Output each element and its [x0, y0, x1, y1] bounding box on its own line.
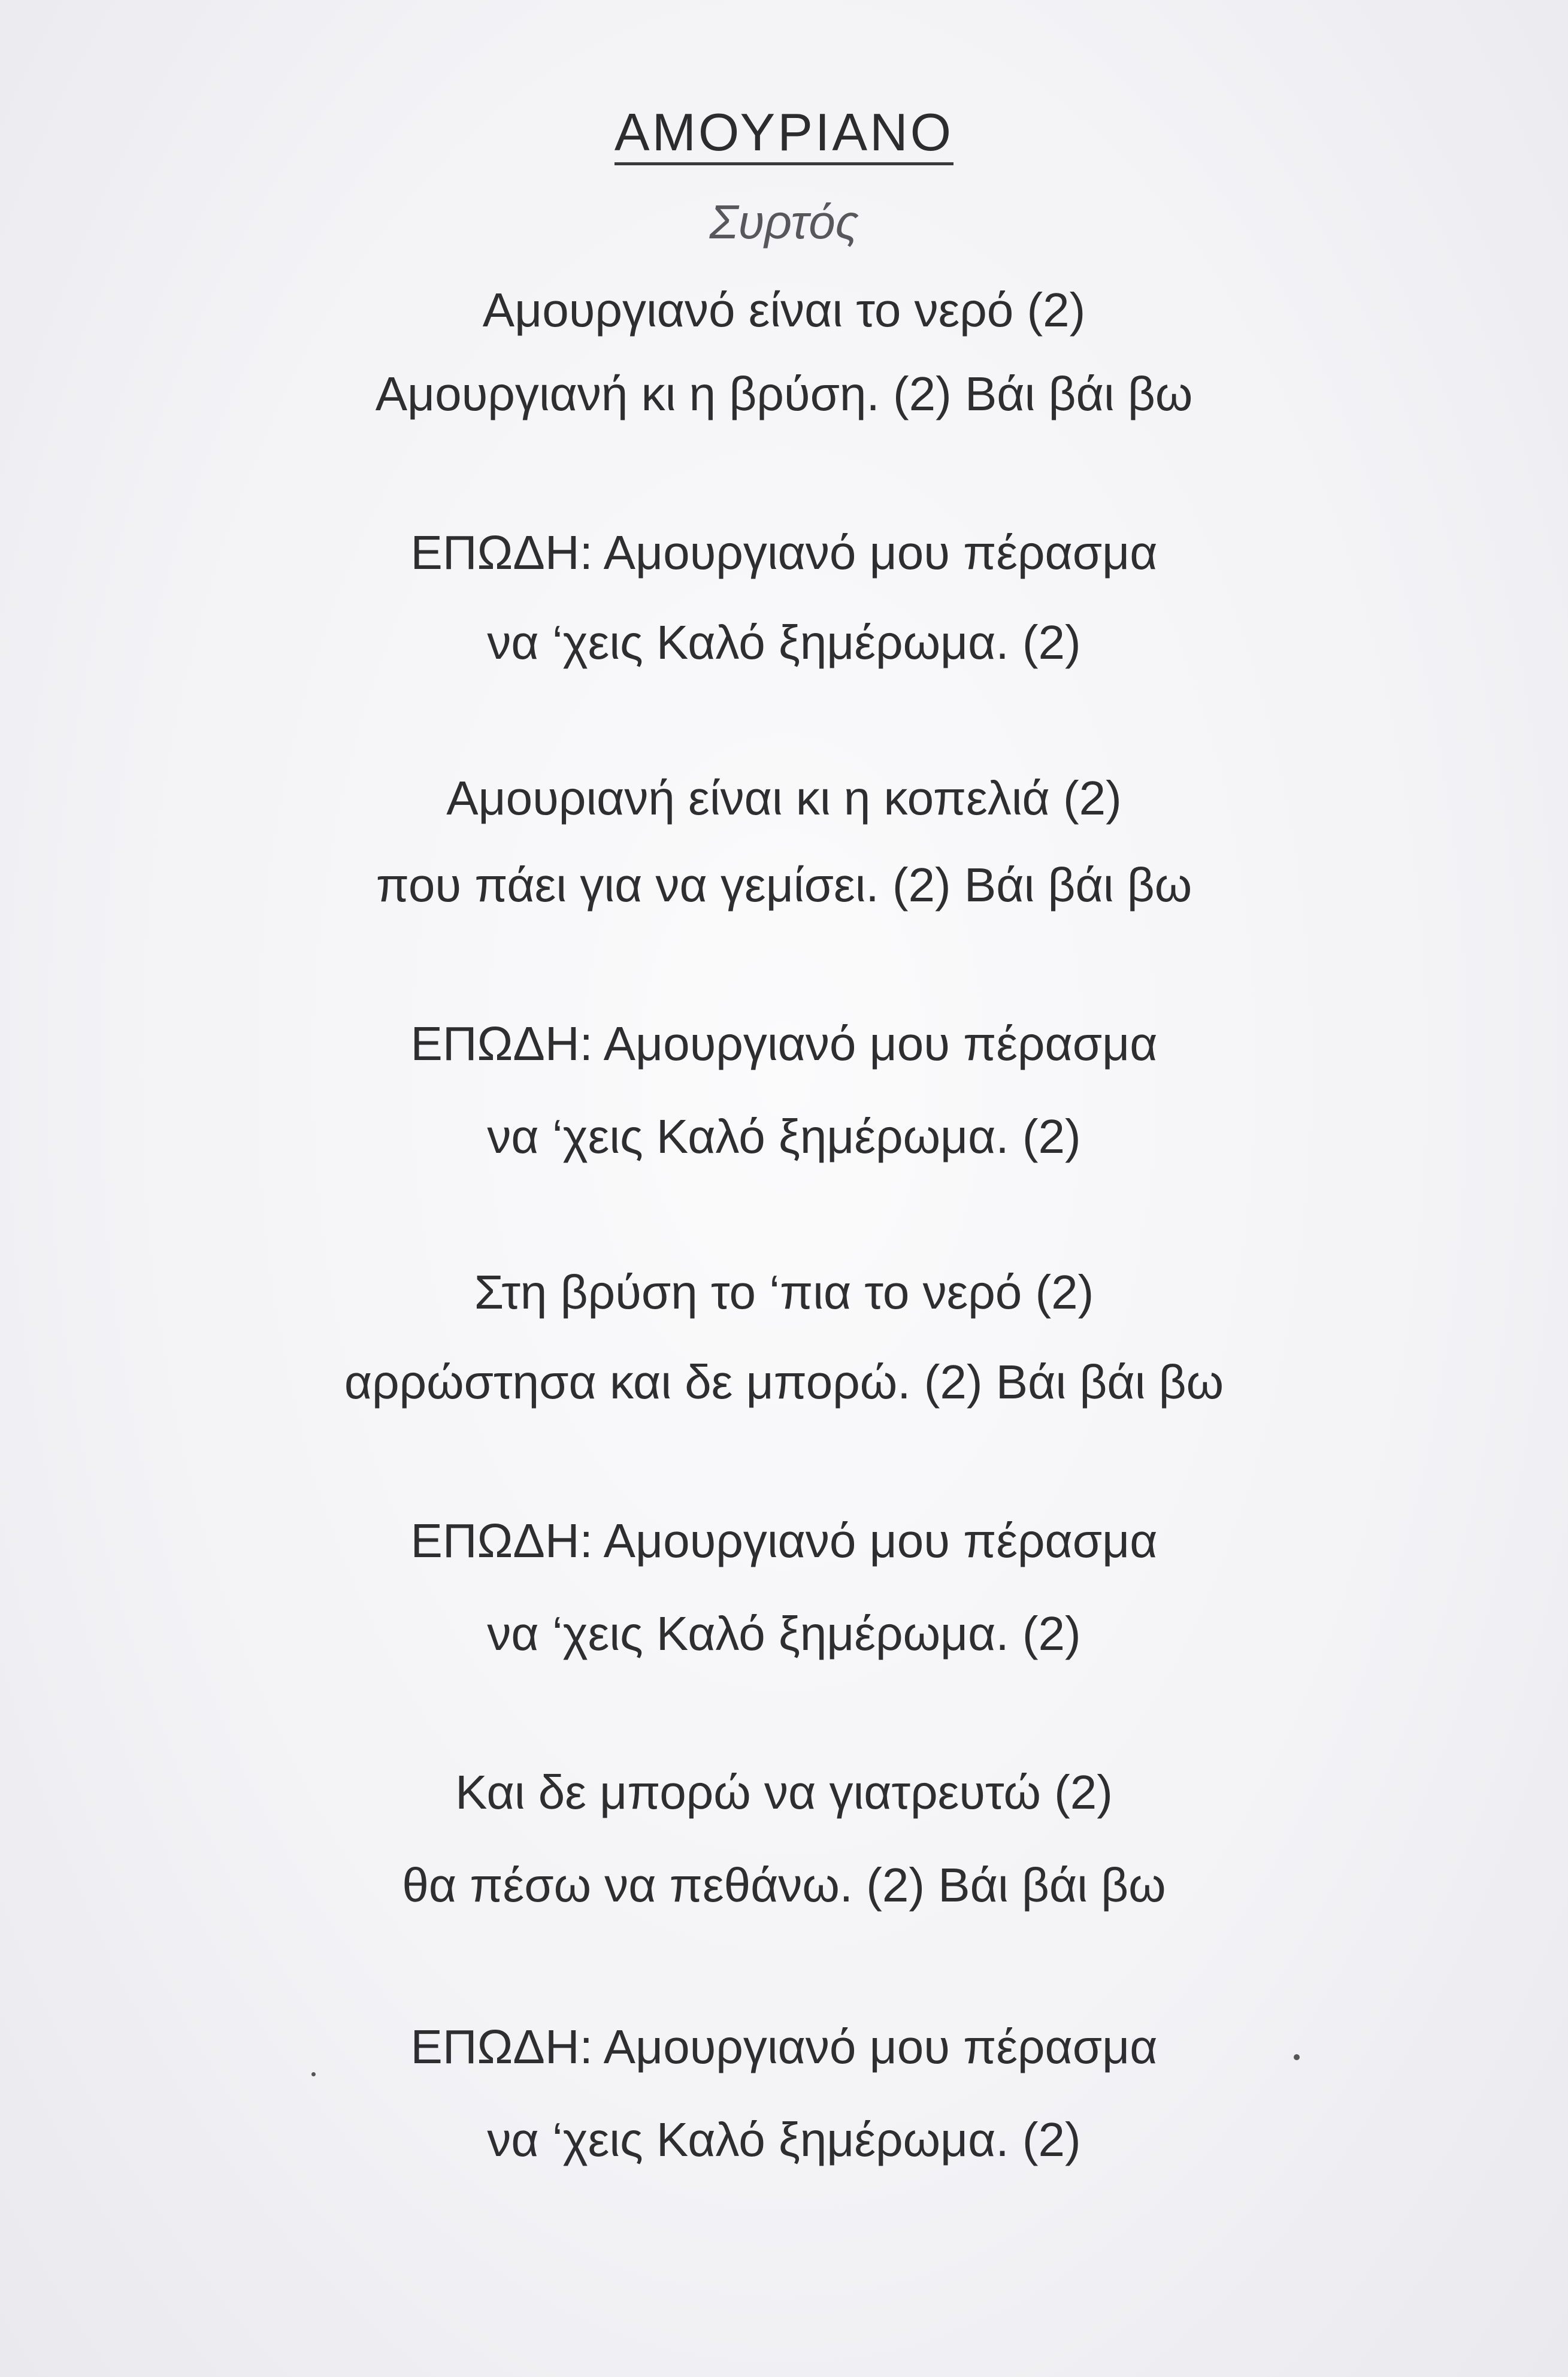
chorus-4-line-2: να ‘χεις Καλό ξημέρωμα. (2) — [487, 2113, 1081, 2166]
ink-speck — [1294, 2054, 1300, 2060]
ink-speck — [311, 2072, 316, 2076]
chorus-2-line-1: ΕΠΩΔΗ: Αμουργιανό μου πέρασμα — [410, 1017, 1158, 1070]
verse-2-line-2: που πάει για να γεμίσει. (2) Βάι βάι βω — [376, 858, 1192, 912]
verse-1-line-2: Αμουργιανή κι η βρύση. (2) Βάι βάι βω — [375, 367, 1193, 420]
song-title: ΑΜΟΥΡΙΑΝΟ — [0, 102, 1568, 165]
chorus-4-line-1: ΕΠΩΔΗ: Αμουργιανό μου πέρασμα — [410, 2020, 1158, 2073]
dance-type: Συρτός — [709, 195, 859, 249]
verse-4-line-1: Και δε μπορώ να γιατρευτώ (2) — [455, 1766, 1113, 1819]
chorus-3-line-1: ΕΠΩΔΗ: Αμουργιανό μου πέρασμα — [410, 1514, 1158, 1567]
chorus-1-line-1: ΕΠΩΔΗ: Αμουργιανό μου πέρασμα — [410, 526, 1158, 579]
chorus-3-line-2: να ‘χεις Καλό ξημέρωμα. (2) — [487, 1607, 1081, 1660]
chorus-2-line-2: να ‘χεις Καλό ξημέρωμα. (2) — [487, 1110, 1081, 1163]
verse-4-line-2: θα πέσω να πεθάνω. (2) Βάι βάι βω — [402, 1858, 1166, 1912]
verse-1-line-1: Αμουργιανό είναι το νερό (2) — [482, 283, 1086, 337]
verse-3-line-1: Στη βρύση το ‘πια το νερό (2) — [474, 1265, 1094, 1319]
verse-2-line-1: Αμουριανή είναι κι η κοπελιά (2) — [446, 771, 1122, 825]
chorus-1-line-2: να ‘χεις Καλό ξημέρωμα. (2) — [487, 616, 1081, 669]
verse-3-line-2: αρρώστησα και δε μπορώ. (2) Βάι βάι βω — [344, 1355, 1224, 1409]
